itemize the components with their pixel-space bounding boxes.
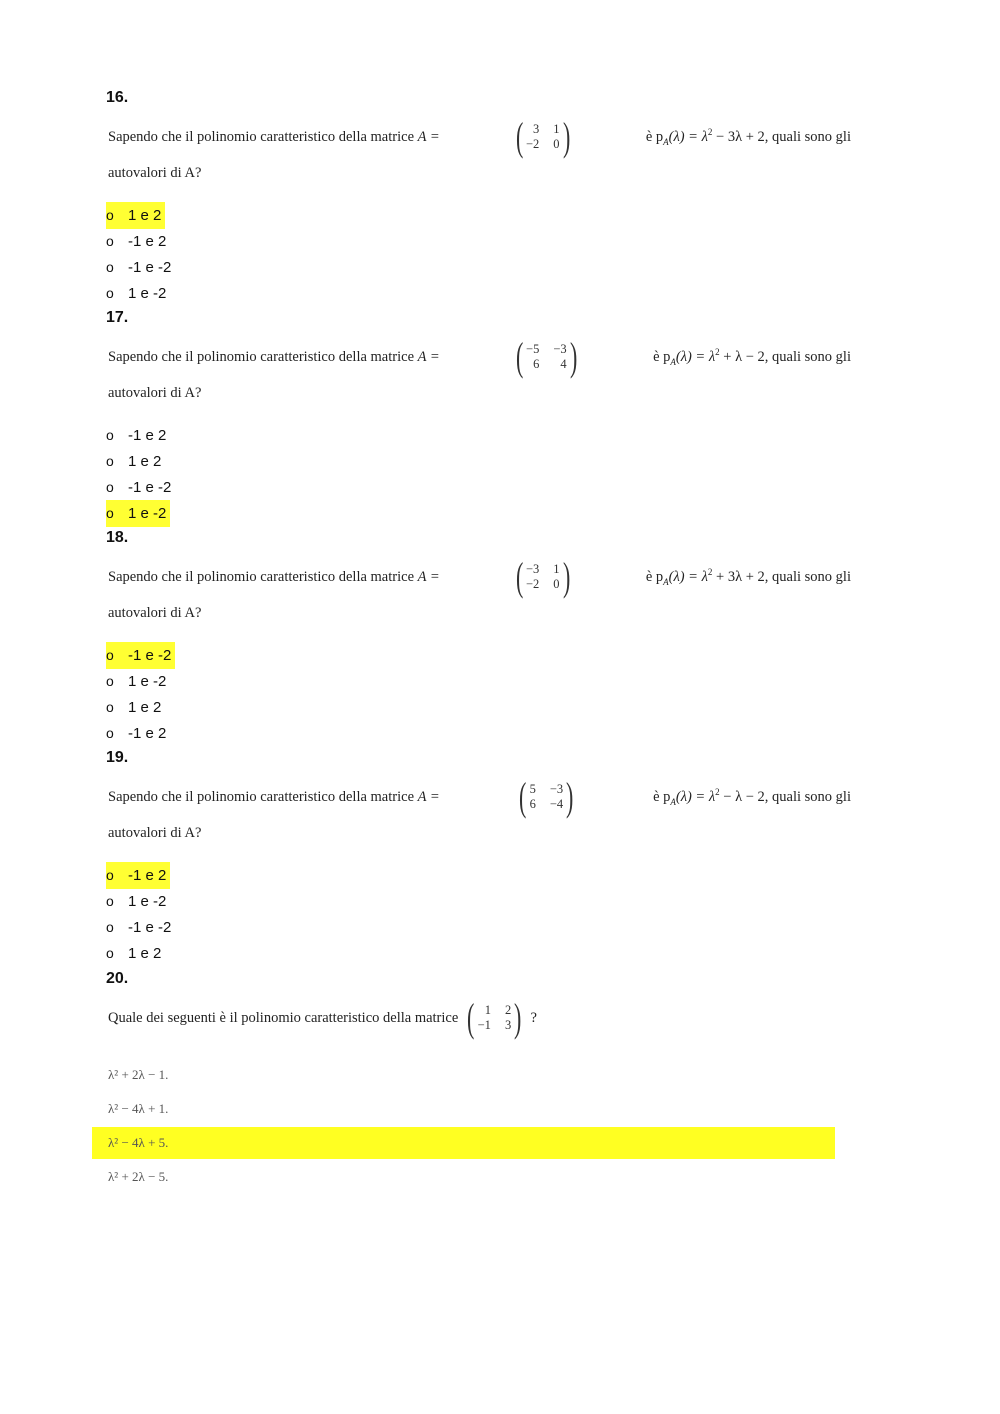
matrix-cell: 4 bbox=[560, 357, 567, 371]
matrix-cell: −1 bbox=[477, 1018, 491, 1032]
radio-bullet-icon[interactable]: o bbox=[106, 505, 114, 521]
question-stem bbox=[108, 334, 851, 406]
answer-option[interactable] bbox=[106, 280, 851, 306]
stem-poly: è $p_A(\lambda) = \lambda^2 + \lambda - 2$, quali sono gli bbox=[653, 347, 851, 367]
left-paren: ( bbox=[515, 114, 523, 159]
matrix-cell: 6 bbox=[533, 357, 540, 371]
question-number: 20. bbox=[106, 970, 129, 987]
question-stem bbox=[108, 995, 851, 1041]
option-text: -1 e -2 bbox=[128, 919, 172, 936]
radio-bullet-icon[interactable]: o bbox=[106, 867, 114, 883]
question-16 bbox=[106, 88, 851, 306]
option-text: 1 e 2 bbox=[128, 453, 162, 470]
matrix-cell: −3 bbox=[549, 782, 564, 796]
left-paren: ( bbox=[519, 774, 527, 819]
matrix-cell: 1 bbox=[484, 1003, 491, 1017]
right-paren: ) bbox=[562, 114, 570, 159]
answer-option[interactable] bbox=[106, 500, 851, 526]
matrix-cell: 3 bbox=[504, 1018, 512, 1032]
question-20 bbox=[106, 969, 851, 1195]
radio-bullet-icon[interactable]: o bbox=[106, 479, 114, 495]
answer-option[interactable] bbox=[106, 940, 851, 966]
answer-option[interactable] bbox=[106, 228, 851, 254]
question-stem bbox=[108, 774, 851, 846]
answer-option[interactable] bbox=[106, 862, 851, 888]
option-text: λ² − 4λ + 1. bbox=[108, 1101, 169, 1116]
answer-options bbox=[106, 422, 851, 526]
question-stem bbox=[108, 554, 851, 626]
stem-line-2: autovalori di A? bbox=[108, 605, 202, 621]
matrix-cell: 5 bbox=[529, 782, 536, 796]
option-text: 1 e -2 bbox=[128, 505, 167, 522]
stem-line-2: autovalori di A? bbox=[108, 385, 202, 401]
stem-text: Sapendo che il polinomio caratteristico della matrice bbox=[108, 349, 415, 365]
matrix bbox=[516, 774, 576, 819]
radio-bullet-icon[interactable]: o bbox=[106, 673, 114, 689]
matrix-cell: 1 bbox=[553, 122, 560, 136]
option-text: λ² − 4λ + 5. bbox=[108, 1135, 169, 1150]
matrix bbox=[513, 334, 580, 379]
answer-option[interactable] bbox=[106, 694, 851, 720]
radio-bullet-icon[interactable]: o bbox=[106, 453, 114, 469]
matrix-cell: −4 bbox=[549, 797, 564, 811]
radio-bullet-icon[interactable]: o bbox=[106, 945, 114, 961]
option-text: -1 e 2 bbox=[128, 867, 167, 884]
left-paren: ( bbox=[515, 554, 523, 599]
matrix bbox=[464, 995, 524, 1040]
answer-options bbox=[106, 202, 851, 306]
question-19 bbox=[106, 748, 851, 966]
option-text: -1 e -2 bbox=[128, 647, 172, 664]
matrix-label: A = bbox=[417, 349, 440, 365]
answer-option[interactable] bbox=[92, 1127, 835, 1159]
option-text: -1 e -2 bbox=[128, 259, 172, 276]
answer-options bbox=[106, 642, 851, 746]
stem-end: ? bbox=[530, 1010, 537, 1026]
right-paren: ) bbox=[566, 774, 574, 819]
option-text: λ² + 2λ − 1. bbox=[108, 1067, 169, 1082]
answer-option[interactable] bbox=[106, 202, 851, 228]
option-text: 1 e 2 bbox=[128, 207, 162, 224]
radio-bullet-icon[interactable]: o bbox=[106, 259, 114, 275]
answer-option[interactable] bbox=[106, 422, 851, 448]
left-paren: ( bbox=[515, 334, 524, 379]
option-text: 1 e -2 bbox=[128, 285, 167, 302]
option-text: λ² + 2λ − 5. bbox=[108, 1169, 169, 1184]
radio-bullet-icon[interactable]: o bbox=[106, 919, 114, 935]
question-number: 16. bbox=[106, 89, 129, 106]
matrix-label: A = bbox=[417, 789, 440, 805]
stem-line-2: autovalori di A? bbox=[108, 825, 202, 841]
stem-poly: è $p_A(\lambda) = \lambda^2 - 3\lambda + 2$, quali sono gli bbox=[645, 127, 851, 147]
answer-option[interactable] bbox=[106, 642, 851, 668]
answer-options bbox=[106, 862, 851, 966]
answer-option[interactable] bbox=[106, 1093, 853, 1125]
radio-bullet-icon[interactable]: o bbox=[106, 893, 114, 909]
stem-text: Sapendo che il polinomio caratteristico della matrice bbox=[108, 569, 415, 585]
option-text: 1 e -2 bbox=[128, 673, 167, 690]
option-text: 1 e 2 bbox=[128, 945, 162, 962]
matrix-cell: −2 bbox=[525, 577, 540, 591]
answer-option[interactable] bbox=[106, 474, 851, 500]
option-text: -1 e 2 bbox=[128, 725, 167, 742]
matrix-cell: 2 bbox=[504, 1003, 512, 1017]
matrix bbox=[513, 554, 573, 599]
right-paren: ) bbox=[562, 554, 570, 599]
matrix-label: A = bbox=[417, 129, 440, 145]
option-text: 1 e 2 bbox=[128, 699, 162, 716]
matrix-cell: −2 bbox=[525, 137, 540, 151]
radio-bullet-icon[interactable]: o bbox=[106, 233, 114, 249]
option-text: -1 e 2 bbox=[128, 233, 167, 250]
stem-text: Quale dei seguenti è il polinomio caratteristico della matrice bbox=[108, 1010, 459, 1026]
stem-line-2: autovalori di A? bbox=[108, 165, 202, 181]
answer-option[interactable] bbox=[106, 720, 851, 746]
matrix-cell: −3 bbox=[525, 562, 540, 576]
option-text: -1 e 2 bbox=[128, 427, 167, 444]
option-text: -1 e -2 bbox=[128, 479, 172, 496]
radio-bullet-icon[interactable]: o bbox=[106, 207, 114, 223]
matrix bbox=[513, 114, 573, 159]
answer-option[interactable] bbox=[106, 888, 851, 914]
right-paren: ) bbox=[569, 334, 578, 379]
matrix-cell: 0 bbox=[553, 577, 560, 591]
matrix-cell: −3 bbox=[553, 342, 567, 356]
answer-option[interactable] bbox=[106, 668, 851, 694]
question-number: 18. bbox=[106, 529, 129, 546]
matrix-cell: 3 bbox=[533, 122, 540, 136]
matrix-cell: −5 bbox=[526, 342, 540, 356]
radio-bullet-icon[interactable]: o bbox=[106, 427, 114, 443]
question-stem bbox=[108, 114, 851, 186]
answer-option[interactable] bbox=[106, 448, 851, 474]
radio-bullet-icon[interactable]: o bbox=[106, 647, 114, 663]
question-number: 19. bbox=[106, 749, 129, 766]
right-paren: ) bbox=[514, 995, 522, 1040]
matrix-cell: 1 bbox=[553, 562, 560, 576]
answer-option[interactable] bbox=[106, 254, 851, 280]
answer-option[interactable] bbox=[106, 1059, 853, 1091]
option-text: 1 e -2 bbox=[128, 893, 167, 910]
stem-text: Sapendo che il polinomio caratteristico della matrice bbox=[108, 129, 415, 145]
radio-bullet-icon[interactable]: o bbox=[106, 725, 114, 741]
matrix-label: A = bbox=[417, 569, 440, 585]
matrix-cell: 0 bbox=[553, 137, 560, 151]
question-number: 17. bbox=[106, 309, 129, 326]
question-17 bbox=[106, 308, 851, 526]
radio-bullet-icon[interactable]: o bbox=[106, 285, 114, 301]
left-paren: ( bbox=[467, 995, 475, 1040]
answer-option[interactable] bbox=[106, 1161, 853, 1193]
stem-poly: è $p_A(\lambda) = \lambda^2 + 3\lambda + 2$, quali sono gli bbox=[645, 567, 851, 587]
radio-bullet-icon[interactable]: o bbox=[106, 699, 114, 715]
question-18 bbox=[106, 528, 851, 746]
answer-option[interactable] bbox=[106, 914, 851, 940]
stem-text: Sapendo che il polinomio caratteristico della matrice bbox=[108, 789, 415, 805]
answer-options bbox=[106, 1059, 851, 1193]
matrix-cell: 6 bbox=[529, 797, 536, 811]
stem-poly: è $p_A(\lambda) = \lambda^2 - \lambda - 2$, quali sono gli bbox=[653, 787, 851, 807]
